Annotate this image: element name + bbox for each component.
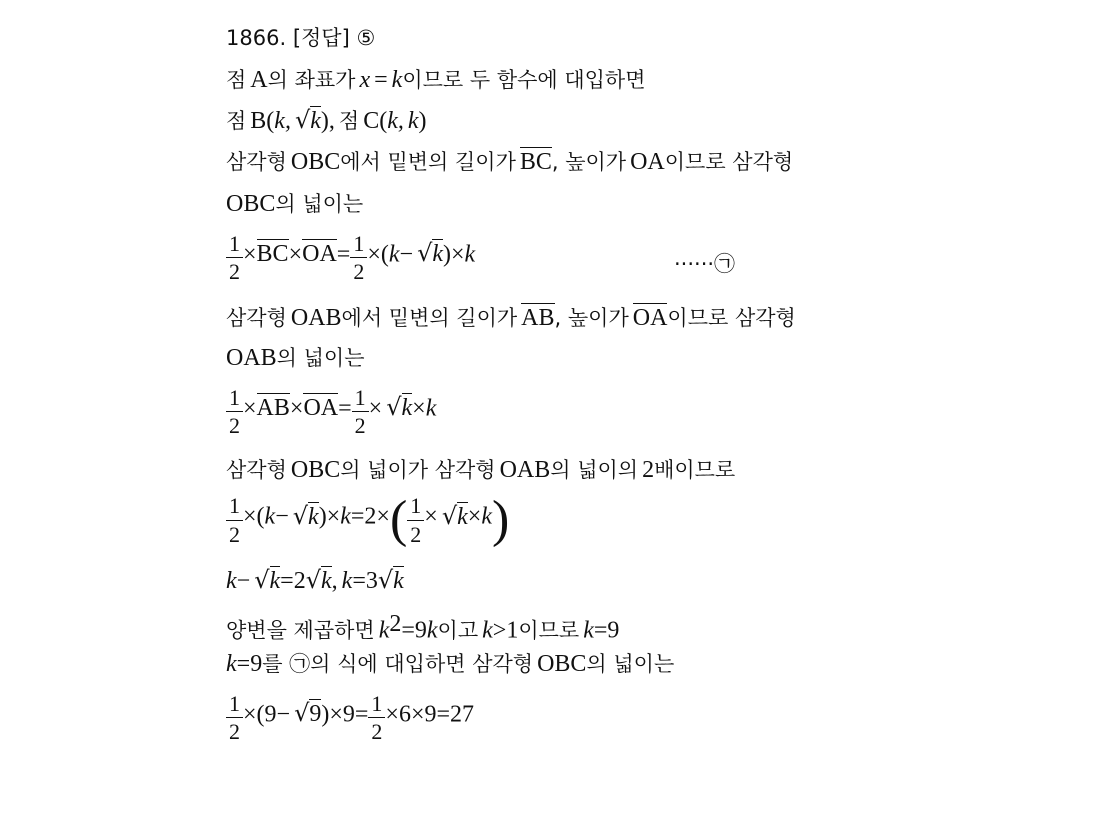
math-span: ×	[467, 503, 482, 530]
sqrt: √k	[294, 106, 321, 134]
text-span: 이므로 두 함수에 대입하면	[402, 68, 646, 92]
text-span: 의 넓이는	[276, 346, 365, 370]
math-span: ×	[289, 395, 304, 422]
text-span: 이고	[437, 618, 479, 643]
fraction: $\frac{1}{2}$	[226, 386, 243, 437]
math-span: ×(	[367, 241, 389, 268]
text-line	[226, 192, 363, 216]
text-line	[226, 150, 793, 174]
math-span: ×	[288, 241, 303, 268]
fraction: $\frac{1}{2}$	[226, 232, 243, 283]
math-span: k	[378, 617, 390, 644]
math-span: A	[250, 67, 268, 93]
text-span: 점	[226, 109, 247, 133]
math-span: OBC	[290, 457, 341, 483]
math-span: >1	[492, 617, 519, 644]
math-span: −	[399, 241, 414, 268]
text-span: 의 넓이는	[275, 192, 364, 216]
math-span: OAB	[226, 345, 277, 371]
math-span: OBC	[226, 191, 276, 217]
math-span: k	[407, 108, 419, 134]
math-span: ×6×9=27	[385, 701, 475, 728]
math-span: x	[359, 67, 371, 93]
text-span: 의 넓이가 삼각형	[340, 458, 496, 482]
math-span: =9	[593, 617, 620, 644]
segment-overline: BC	[256, 241, 289, 268]
math-span: −	[236, 568, 251, 594]
equation-tag: ······㉠	[674, 252, 736, 276]
fraction: $\frac{1}{2}$	[407, 494, 424, 545]
math-span: ×	[243, 241, 257, 268]
equation-line	[226, 491, 510, 548]
math-span: k	[340, 503, 351, 530]
math-span: k	[482, 617, 493, 644]
math-span: ),	[320, 108, 335, 134]
math-span: k	[426, 617, 438, 644]
text-span: 삼각형	[226, 306, 287, 330]
text-line	[226, 68, 646, 92]
big-paren: )	[491, 491, 510, 548]
math-span: )	[418, 108, 427, 134]
text-span: , 높이가	[554, 306, 629, 330]
math-span: k	[481, 503, 492, 530]
text-span: 의 넓이는	[586, 652, 675, 676]
math-span: ×	[412, 395, 426, 422]
text-span: 삼각형	[226, 458, 287, 482]
math-span: =	[374, 67, 388, 93]
sqrt: √9	[294, 699, 322, 728]
sqrt: √k	[305, 566, 332, 594]
math-span: k,	[274, 108, 291, 134]
text-line	[226, 108, 427, 133]
math-span: =9	[401, 617, 427, 644]
fraction: $\frac{1}{2}$	[368, 692, 385, 743]
equation-line	[226, 231, 736, 285]
big-paren: (	[389, 491, 408, 548]
text-span: 양변을 제곱하면	[226, 618, 375, 643]
text-line	[226, 346, 365, 370]
sqrt: √k	[441, 501, 468, 530]
math-span: k	[341, 568, 353, 594]
math-span: k	[310, 108, 321, 134]
math-span: )×9=	[321, 701, 369, 728]
text-span: 이므로	[518, 618, 580, 643]
math-span: ,	[331, 568, 338, 594]
math-span: =	[338, 395, 352, 422]
text-line	[226, 612, 619, 642]
text-span: 이므로 삼각형	[667, 306, 796, 330]
answer-label: [정답]	[292, 26, 350, 50]
segment-overline: AB	[256, 395, 290, 422]
text-span: 에서 밑변의 길이가	[341, 306, 518, 330]
text-span: , 높이가	[551, 150, 627, 174]
text-line	[226, 306, 796, 330]
math-span: k	[226, 651, 237, 677]
math-span: ×(	[243, 503, 265, 530]
math-span: ×	[424, 503, 438, 530]
math-span: )×	[443, 241, 465, 268]
fraction: $\frac{1}{2}$	[350, 232, 367, 283]
answer-mark: ⑤	[356, 26, 376, 50]
math-span: k	[425, 395, 437, 422]
math-span: C(	[363, 108, 388, 134]
text-line	[226, 652, 674, 676]
math-span: OAB	[290, 305, 342, 331]
math-span: OAB	[499, 457, 551, 483]
math-span: ×	[368, 395, 383, 422]
text-span: 점	[338, 109, 360, 133]
text-span: 삼각형	[226, 150, 287, 174]
math-span: OBC	[537, 651, 587, 677]
math-span: =3	[352, 568, 378, 594]
text-span: 이므로 삼각형	[664, 150, 794, 174]
fraction: $\frac{1}{2}$	[226, 494, 243, 545]
math-span: ×(9−	[243, 701, 291, 728]
text-span: 점	[226, 68, 247, 92]
math-span: −	[275, 503, 289, 530]
math-span: k	[226, 568, 237, 594]
math-span: k	[264, 503, 276, 530]
math-span: =2×	[350, 503, 390, 530]
segment-overline: BC	[519, 149, 552, 175]
math-span: k	[583, 617, 594, 644]
equation-line	[226, 386, 436, 437]
segment-overline: OA	[632, 305, 668, 331]
sqrt: √k	[292, 501, 319, 530]
fraction: $\frac{1}{2}$	[352, 386, 369, 437]
sqrt: √k	[386, 393, 413, 422]
math-span: =2	[280, 568, 306, 594]
segment-overline: AB	[521, 305, 555, 331]
text-span: 를 ㉠의 식에 대입하면 삼각형	[262, 652, 534, 676]
math-sup: 2	[389, 611, 402, 637]
segment-overline: OA	[303, 395, 339, 422]
equation-line	[226, 692, 474, 743]
math-span: k	[464, 241, 476, 268]
math-span: =9	[236, 651, 263, 677]
math-span: 2	[642, 457, 655, 483]
sqrt: √k	[377, 566, 404, 594]
text-span: 배이므로	[654, 458, 736, 482]
equation-line	[226, 568, 404, 593]
segment-overline: OA	[302, 241, 337, 268]
math-span: k	[391, 67, 403, 93]
text-line	[226, 458, 735, 482]
math-span: OBC	[290, 149, 341, 175]
math-span: k	[388, 241, 400, 268]
problem-number: 1866.	[226, 26, 287, 50]
sqrt: √k	[417, 239, 444, 268]
math-span: k,	[387, 108, 404, 134]
math-span: =	[336, 241, 351, 268]
text-span: 의 좌표가	[267, 68, 356, 92]
math-span: B(	[250, 108, 275, 134]
text-span: 에서 밑변의 길이가	[340, 150, 516, 174]
math-span: OA	[630, 149, 665, 175]
sqrt: √k	[254, 566, 281, 594]
math-span: )×	[318, 503, 341, 530]
math-span: ×	[243, 395, 257, 422]
problem-header	[226, 28, 375, 49]
fraction: $\frac{1}{2}$	[226, 692, 243, 743]
text-span: 의 넓이의	[550, 458, 639, 482]
